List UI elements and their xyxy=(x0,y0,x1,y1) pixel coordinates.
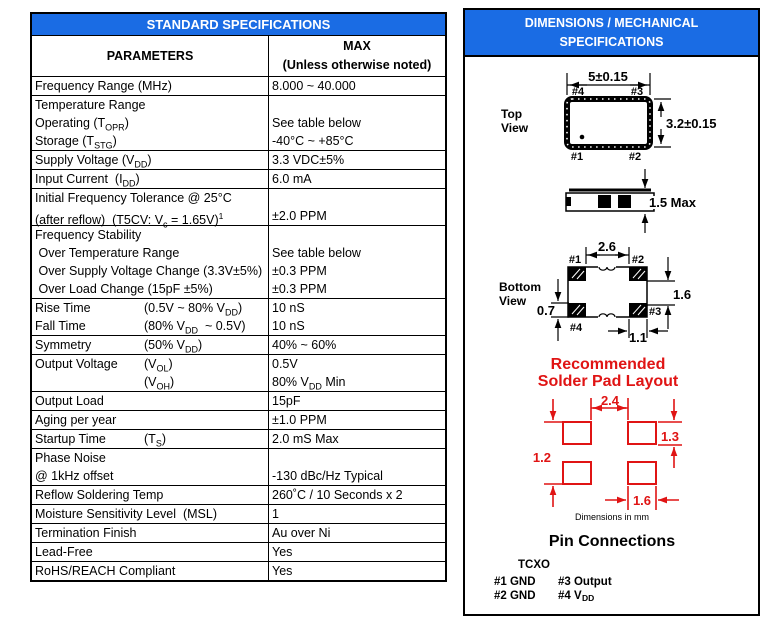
max-header-line2: (Unless otherwise noted) xyxy=(282,58,432,72)
bottom-view-left-dimension: 0.7 xyxy=(536,303,555,318)
top-view-drawing xyxy=(501,69,717,163)
param-cell: Input Current $(I_{DD})$ xyxy=(32,170,269,188)
bottom-view-label-line1: Bottom xyxy=(499,280,541,294)
solder-pad-layout-drawing xyxy=(533,356,682,510)
table-row xyxy=(32,225,445,298)
param-cell: Temperature Range Operating $(T_{OPR})$ Storage $(T_{STG})$ xyxy=(32,96,269,150)
param-cell: Output Voltage $(V_{OL})$ $(V_{OH})$ xyxy=(32,355,269,391)
value-cell: 3.3 VDC±5% xyxy=(272,153,345,167)
top-view-label-line2: View xyxy=(501,121,529,135)
dimensions-mechanical-panel xyxy=(463,8,760,616)
pin3-assignment: #3 Output xyxy=(558,576,612,588)
value-cell: 260˚C / 10 Seconds x 2 xyxy=(272,488,403,502)
value-cell: 8.000 ~ 40.000 xyxy=(272,79,356,93)
top-view-pin3-label: #3 xyxy=(630,86,644,98)
param-cell: Moisture Sensitivity Level (MSL) xyxy=(32,505,269,523)
pin1-indicator-dot xyxy=(580,135,585,140)
param-cell: Phase Noise @ 1kHz offset xyxy=(32,449,269,485)
pin4-assignment-subscript: DD xyxy=(582,593,595,603)
param-cell: Rise Time (0.5V ~ 80% $V_{DD}$) Fall Time (80% $V_{DD}$ ~ 0.5V) xyxy=(32,299,269,335)
param-cell: Lead-Free xyxy=(32,543,269,561)
table-row xyxy=(32,485,445,504)
value-cell: Yes xyxy=(272,564,293,578)
value-cell: 6.0 mA xyxy=(272,172,312,186)
table-row xyxy=(32,523,445,542)
pin-connections-section xyxy=(494,512,675,603)
value-cell: Au over Ni xyxy=(272,526,331,540)
top-view-pin4-label: #4 xyxy=(571,86,585,98)
pin1-assignment: #1 GND xyxy=(494,576,536,588)
value-cell: ±1.0 PPM xyxy=(272,413,327,427)
value-cell: 1 xyxy=(272,507,279,521)
solder-pad-left-dimension: 1.2 xyxy=(532,450,551,465)
top-view-label-line1: Top xyxy=(501,107,523,121)
table-row xyxy=(32,391,445,410)
param-cell: Termination Finish xyxy=(32,524,269,542)
bottom-view-right-dimension: 1.6 xyxy=(673,287,692,302)
table-row xyxy=(32,298,445,335)
table-row xyxy=(32,410,445,429)
bottom-view-pin2-label: #2 xyxy=(631,254,645,266)
solder-pad-title-line2: Solder Pad Layout xyxy=(537,373,679,390)
top-view-pin2-label: #2 xyxy=(628,151,642,163)
param-cell: Frequency Range (MHz) xyxy=(32,77,269,95)
mechanical-header-line1: DIMENSIONS / MECHANICAL xyxy=(524,16,699,30)
table-row xyxy=(32,188,445,230)
solder-pad-bottom-dimension: 1.6 xyxy=(632,493,652,508)
bottom-view-pin3-label: #3 xyxy=(649,306,662,318)
table-row xyxy=(32,335,445,354)
spec-table-body xyxy=(32,76,445,580)
param-cell: Symmetry (50% $V_{DD}$) xyxy=(32,336,269,354)
mechanical-header-line2: SPECIFICATIONS xyxy=(559,35,664,49)
value-cell: -130 dBc/Hz Typical xyxy=(272,469,383,483)
table-row xyxy=(32,169,445,188)
value-cell: 0.5V 80% $V_{DD}$ Min xyxy=(272,357,346,392)
bottom-view-label-line2: View xyxy=(499,294,527,308)
top-view-pin1-label: #1 xyxy=(570,151,584,163)
table-header-row xyxy=(32,35,445,76)
table-row xyxy=(32,76,445,95)
bottom-view-drawing xyxy=(499,239,691,345)
dimensions-note: Dimensions in mm xyxy=(574,512,650,522)
param-cell: Supply Voltage $(V_{DD})$ xyxy=(32,151,269,169)
pin2-assignment: #2 GND xyxy=(494,590,536,602)
top-view-height-dimension: 3.2±0.15 xyxy=(666,116,717,131)
table-row xyxy=(32,448,445,485)
param-cell: Output Load xyxy=(32,392,269,410)
side-view-drawing xyxy=(566,169,700,233)
param-cell: Startup Time $(T_S)$ xyxy=(32,430,269,448)
table-row xyxy=(32,542,445,561)
bottom-view-pin4-label: #4 xyxy=(569,322,583,334)
solder-pad-top-dimension: 2.4 xyxy=(600,393,620,408)
value-cell: Yes xyxy=(272,545,293,559)
solder-pad-right-dimension: 1.3 xyxy=(660,429,680,444)
table-row xyxy=(32,95,445,150)
table-row xyxy=(32,150,445,169)
value-cell: See table below -40°C ~ +85°C xyxy=(272,116,361,148)
param-cell: Initial Frequency Tolerance @ 25°C (after reflow) (T5CV: $V_c = 1.65V)^1$ xyxy=(32,189,269,225)
param-cell: Aging per year xyxy=(32,411,269,429)
value-cell: 40% ~ 60% xyxy=(272,338,337,352)
value-cell: 2.0 mS Max xyxy=(272,432,339,446)
side-view-height-dimension: 1.5 Max xyxy=(649,195,696,210)
mechanical-drawing xyxy=(465,57,758,610)
param-cell: Frequency Stability Over Temperature Range Over Supply Voltage Change (3.3V±5%) Over Load Change (15pF ±5%) xyxy=(32,226,269,298)
param-cell: RoHS/REACH Compliant xyxy=(32,562,269,580)
model-label: TCXO xyxy=(518,559,550,571)
parameters-column-header: PARAMETERS xyxy=(32,36,269,76)
table-row xyxy=(32,504,445,523)
standard-specifications-table xyxy=(30,12,447,582)
table-row xyxy=(32,429,445,448)
bottom-view-bottom-dimension: 1.1 xyxy=(628,330,648,345)
max-header-line1: MAX xyxy=(343,39,371,53)
value-cell: See table below ±0.3 PPM ±0.3 PPM xyxy=(272,246,361,296)
solder-pad-title-line1: Recommended xyxy=(550,356,666,373)
value-cell: ±2.0 PPM xyxy=(272,209,327,223)
table-row xyxy=(32,561,445,580)
mechanical-header xyxy=(465,10,758,57)
pin4-assignment: #4 V xyxy=(558,590,582,602)
pin-connections-heading: Pin Connections xyxy=(548,533,676,550)
top-view-width-dimension: 5±0.15 xyxy=(588,69,628,84)
value-cell: 10 nS 10 nS xyxy=(272,301,305,333)
max-column-header xyxy=(269,36,445,76)
bottom-view-top-dimension: 2.6 xyxy=(597,239,617,254)
table-title: STANDARD SPECIFICATIONS xyxy=(32,14,445,35)
value-cell: 15pF xyxy=(272,394,301,408)
param-cell: Reflow Soldering Temp xyxy=(32,486,269,504)
table-row xyxy=(32,354,445,391)
bottom-view-pin1-label: #1 xyxy=(568,254,582,266)
